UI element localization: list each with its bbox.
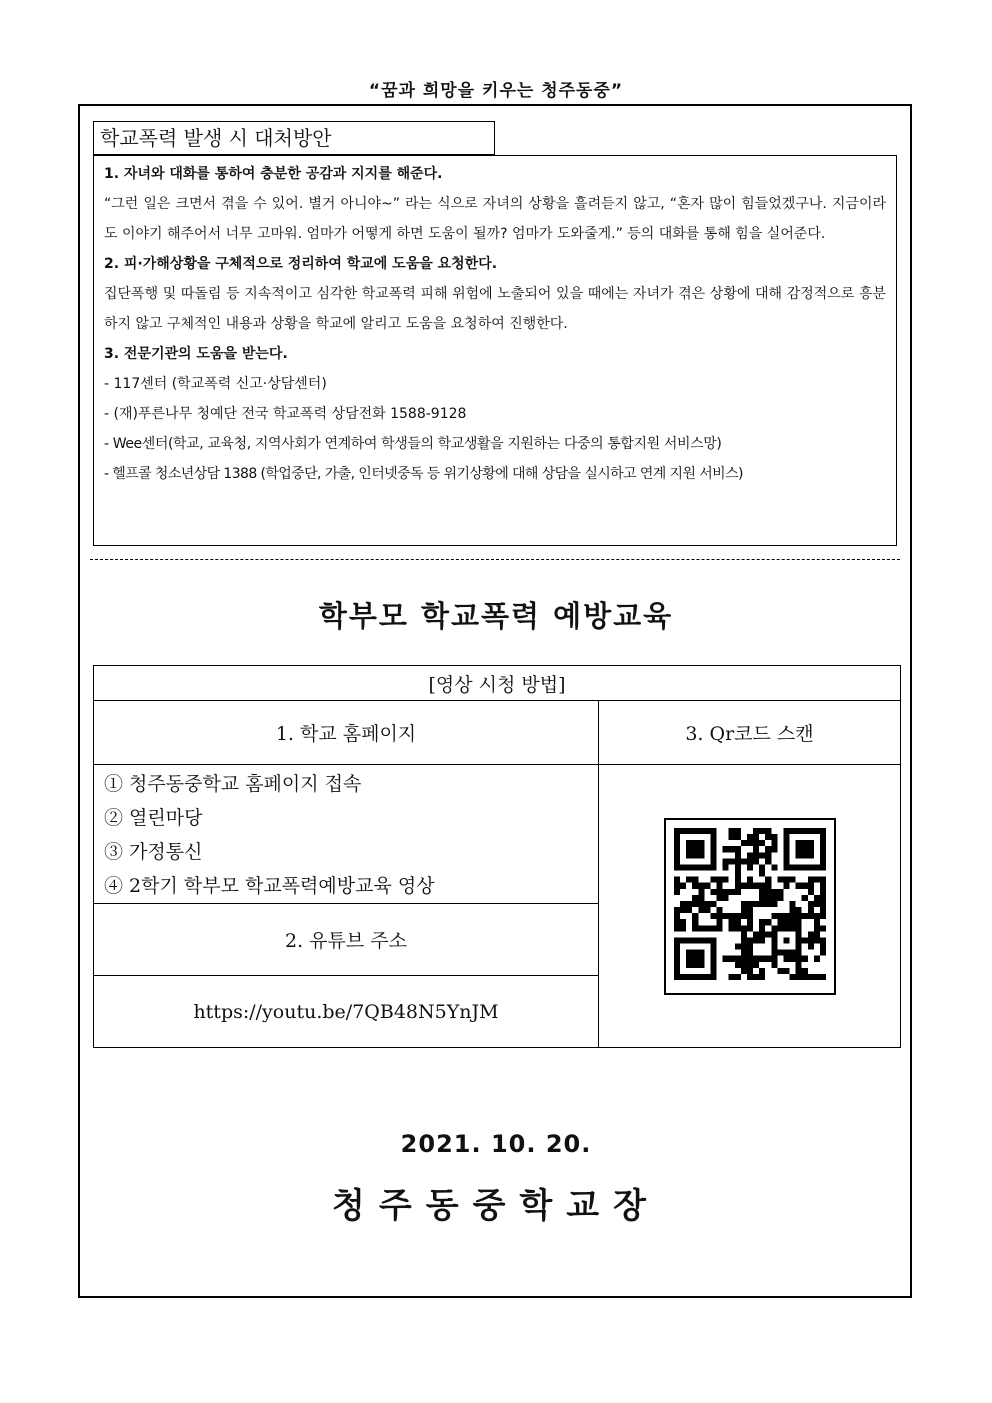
guide-item-1-body: “그런 일은 크면서 겪을 수 있어. 별거 아니야~” 라는 식으로 자녀의 상황을 흘려듣지 않고, “혼자 많이 힘들었겠구나. 지금이라도 이야기 해주어서 너무 고마워. 엄마가 어떻게 하면 도움이 될까? 엄마가 도와줄게.” 등의 대화를 통해 힘을 실어준다. bbox=[104, 196, 886, 242]
step-item: ④ 2학기 학부모 학교폭력예방교육 영상 bbox=[104, 875, 435, 897]
guide-item-1-heading: 1. 자녀와 대화를 통하여 충분한 공감과 지지를 해준다. bbox=[104, 166, 443, 182]
step-item: ③ 가정통신 bbox=[104, 841, 203, 863]
issue-date: 2021. 10. 20. bbox=[400, 1130, 592, 1158]
qr-cell bbox=[599, 765, 901, 1048]
guide-item-3-heading: 3. 전문기관의 도움을 받는다. bbox=[104, 346, 288, 362]
qr-code[interactable] bbox=[664, 818, 836, 995]
agency-line-4: - 헬프콜 청소년상담 1388 (학업중단, 가출, 인터넷중독 등 위기상황에 대해 상담을 실시하고 연계 지원 서비스) bbox=[104, 466, 743, 482]
youtube-url-link[interactable]: https://youtu.be/7QB48N5YnJM bbox=[94, 976, 599, 1048]
education-title: 학부모 학교폭력 예방교육 bbox=[318, 599, 674, 633]
qr-header: 3. Qr코드 스캔 bbox=[599, 701, 901, 765]
school-motto: “꿈과 희망을 키우는 청주동중” bbox=[368, 81, 624, 101]
response-section-title: 학교폭력 발생 시 대처방안 bbox=[93, 121, 495, 155]
video-viewing-table bbox=[93, 665, 901, 1048]
step-item: ① 청주동중학교 홈페이지 접속 bbox=[104, 773, 362, 795]
school-principal-signature: 청주동중학교장 bbox=[332, 1186, 660, 1226]
homepage-header: 1. 학교 홈페이지 bbox=[94, 701, 599, 765]
homepage-steps bbox=[94, 765, 599, 904]
guide-item-2-heading: 2. 피·가해상황을 구체적으로 정리하여 학교에 도움을 요청한다. bbox=[104, 256, 498, 272]
table-caption: [영상 시청 방법] bbox=[94, 666, 901, 701]
agency-line-2: - (재)푸른나무 청예단 전국 학교폭력 상담전화 1588-9128 bbox=[104, 406, 467, 422]
agency-line-3: - Wee센터(학교, 교육청, 지역사회가 연계하여 학생들의 학교생활을 지원하는 다중의 통합지원 서비스망) bbox=[104, 436, 722, 452]
step-item: ② 열린마당 bbox=[104, 807, 203, 829]
agency-line-1: - 117센터 (학교폭력 신고·상담센터) bbox=[104, 376, 327, 392]
response-guide-box bbox=[93, 155, 897, 546]
guide-item-2-body: 집단폭행 및 따돌림 등 지속적이고 심각한 학교폭력 피해 위험에 노출되어 있을 때에는 자녀가 겪은 상황에 대해 감정적으로 흥분하지 않고 구체적인 내용과 상황을 학교에 알리고 도움을 요청하여 진행한다. bbox=[104, 286, 886, 332]
youtube-header: 2. 유튜브 주소 bbox=[94, 904, 599, 976]
qr-code-icon bbox=[674, 828, 826, 980]
cut-line-divider bbox=[90, 559, 900, 560]
